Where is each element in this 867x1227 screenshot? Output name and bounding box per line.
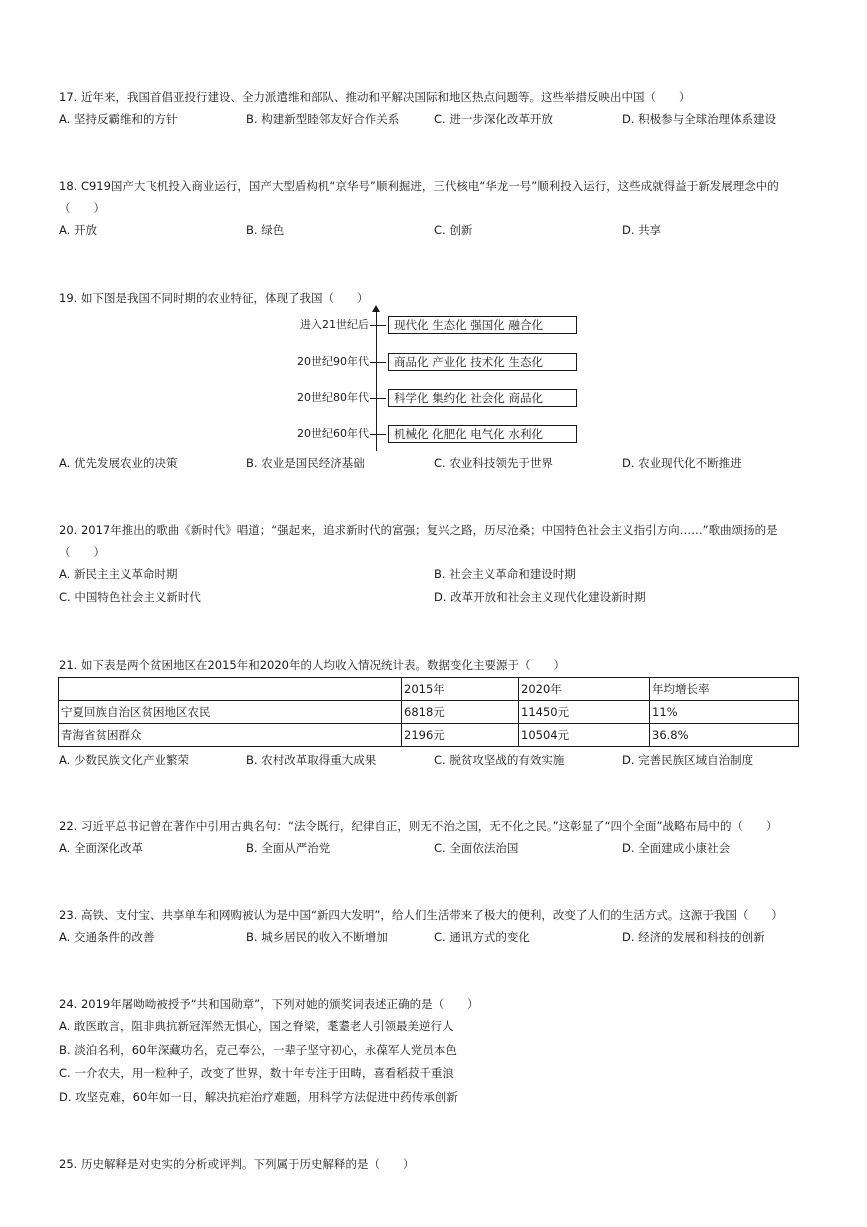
question-21: [59, 654, 565, 676]
agriculture-timeline-diagram: [285, 305, 585, 455]
option-c: C. 进一步深化改革开放: [434, 112, 553, 126]
question-stem: 21. 如下表是两个贫困地区在2015年和2020年的人均收入情况统计表。数据变化主要源于（ ）: [59, 658, 565, 672]
table-cell: 36.8%: [650, 724, 799, 747]
option-a: A. 交通条件的改善: [59, 930, 155, 944]
table-header-cell: 年均增长率: [650, 678, 799, 701]
options-row: [59, 586, 778, 608]
option-c: C. 创新: [434, 223, 473, 237]
question-stem-line1: 18. C919国产大飞机投入商业运行，国产大型盾构机“京华号”顺利掘进，三代核电“华龙一号”顺利投入运行，这些成就得益于新发展理念中的: [59, 179, 779, 193]
question-17: [59, 86, 777, 130]
question-stem: 25. 历史解释是对史实的分析或评判。下列属于历史解释的是（ ）: [59, 1157, 415, 1171]
option-a: A. 少数民族文化产业繁荣: [59, 753, 189, 767]
table-cell: 2196元: [402, 724, 519, 747]
question-18: [59, 175, 779, 241]
timeline-tick: [370, 434, 386, 435]
table-cell: 11450元: [519, 701, 650, 724]
option-d: D. 改革开放和社会主义现代化建设新时期: [434, 590, 646, 604]
era-label: 20世纪90年代: [297, 355, 369, 368]
table-cell: 11%: [650, 701, 799, 724]
options-row: [59, 563, 778, 585]
table-header-cell: [59, 678, 402, 701]
table-cell: 6818元: [402, 701, 519, 724]
question-23: [59, 904, 783, 948]
era-label: 20世纪60年代: [297, 427, 369, 440]
option-b: B. 全面从严治党: [246, 841, 331, 855]
question-stem-line1: 20. 2017年推出的歌曲《新时代》唱道；“强起来，追求新时代的富强；复兴之路，历尽沧桑；中国特色社会主义指引方向……”歌曲颂扬的是: [59, 523, 778, 537]
option-d: D. 农业现代化不断推进: [622, 456, 742, 470]
question-stem: 22. 习近平总书记曾在著作中引用古典名句：“法令既行，纪律自正，则无不治之国，无不化之民。”这彰显了“四个全面”战略布局中的（ ）: [59, 819, 778, 833]
option-a: A. 全面深化改革: [59, 841, 143, 855]
option-d: D. 共享: [622, 223, 662, 237]
question-stem: 19. 如下图是我国不同时期的农业特征，体现了我国（ ）: [59, 291, 369, 305]
table-row: [59, 701, 799, 724]
option-a: A. 坚持反霸维和的方针: [59, 112, 178, 126]
feature-box: 现代化 生态化 强国化 融合化: [388, 316, 577, 334]
question-20: [59, 519, 778, 608]
question-stem-line2: （ ）: [59, 201, 105, 215]
table-cell: 青海省贫困群众: [59, 724, 402, 747]
feature-box: 科学化 集约化 社会化 商品化: [388, 389, 577, 407]
question-24: [59, 993, 479, 1109]
option-c: C. 全面依法治国: [434, 841, 519, 855]
option-c: C. 一介农夫，用一粒种子，改变了世界，数十年专注于田畴，喜看稻菽千重浪: [59, 1066, 454, 1080]
options-row: [59, 219, 779, 241]
option-c: C. 农业科技领先于世界: [434, 456, 553, 470]
option-d: D. 攻坚克难，60年如一日，解决抗疟治疗难题，用科学方法促进中药传承创新: [59, 1089, 458, 1104]
option-d: D. 积极参与全球治理体系建设: [622, 112, 777, 126]
feature-box: 商品化 产业化 技术化 生态化: [388, 353, 577, 371]
options-row: [59, 926, 783, 948]
option-b: B. 社会主义革命和建设时期: [434, 567, 576, 581]
timeline-axis: [376, 309, 377, 451]
option-c: C. 脱贫攻坚战的有效实施: [434, 753, 565, 767]
table-header-row: [59, 678, 799, 701]
timeline-tick: [370, 325, 386, 326]
question-22: [59, 815, 778, 859]
table-cell: 10504元: [519, 724, 650, 747]
feature-box: 机械化 化肥化 电气化 水利化: [388, 425, 577, 443]
options-row: [59, 108, 777, 130]
option-b: B. 构建新型睦邻友好合作关系: [246, 112, 400, 126]
question-stem: 23. 高铁、支付宝、共享单车和网购被认为是中国“新四大发明”，给人们生活带来了极大的便利，改变了人们的生活方式。这源于我国（ ）: [59, 908, 783, 922]
option-b: B. 农业是国民经济基础: [246, 456, 365, 470]
timeline-tick: [370, 362, 386, 363]
option-d: D. 全面建成小康社会: [622, 841, 731, 855]
option-a: A. 开放: [59, 223, 97, 237]
table-header-cell: 2015年: [402, 678, 519, 701]
option-b: B. 城乡居民的收入不断增加: [246, 930, 388, 944]
table-header-cell: 2020年: [519, 678, 650, 701]
era-label: 进入21世纪后: [300, 318, 369, 331]
question-stem: 17. 近年来，我国首倡亚投行建设、全力派遣维和部队、推动和平解决国际和地区热点问题等。这些举措反映出中国（ ）: [59, 90, 691, 104]
option-a: A. 敢医敢言，阻非典抗新冠浑然无惧心，国之脊梁，耄耋老人引领最美逆行人: [59, 1019, 454, 1033]
option-a: A. 优先发展农业的决策: [59, 456, 178, 470]
option-b: B. 农村改革取得重大成果: [246, 753, 377, 767]
question-stem-line2: （ ）: [59, 545, 105, 559]
option-b: B. 绿色: [246, 223, 285, 237]
table-cell: 宁夏回族自治区贫困地区农民: [59, 701, 402, 724]
income-table: [58, 677, 799, 747]
question-25: [59, 1153, 414, 1175]
option-d: D. 经济的发展和科技的创新: [622, 930, 765, 944]
option-b: B. 淡泊名利，60年深藏功名，克己奉公，一辈子坚守初心，永葆军人党员本色: [59, 1042, 457, 1057]
option-c: C. 中国特色社会主义新时代: [59, 590, 201, 604]
options-row: [59, 837, 778, 859]
option-c: C. 通讯方式的变化: [434, 930, 530, 944]
timeline-tick: [370, 398, 386, 399]
table-row: [59, 724, 799, 747]
option-a: A. 新民主主义革命时期: [59, 567, 178, 581]
question-stem: 24. 2019年屠呦呦被授予“共和国勋章”，下列对她的颁奖词表述正确的是（ ）: [59, 997, 479, 1011]
option-d: D. 完善民族区域自治制度: [622, 753, 754, 767]
era-label: 20世纪80年代: [297, 391, 369, 404]
